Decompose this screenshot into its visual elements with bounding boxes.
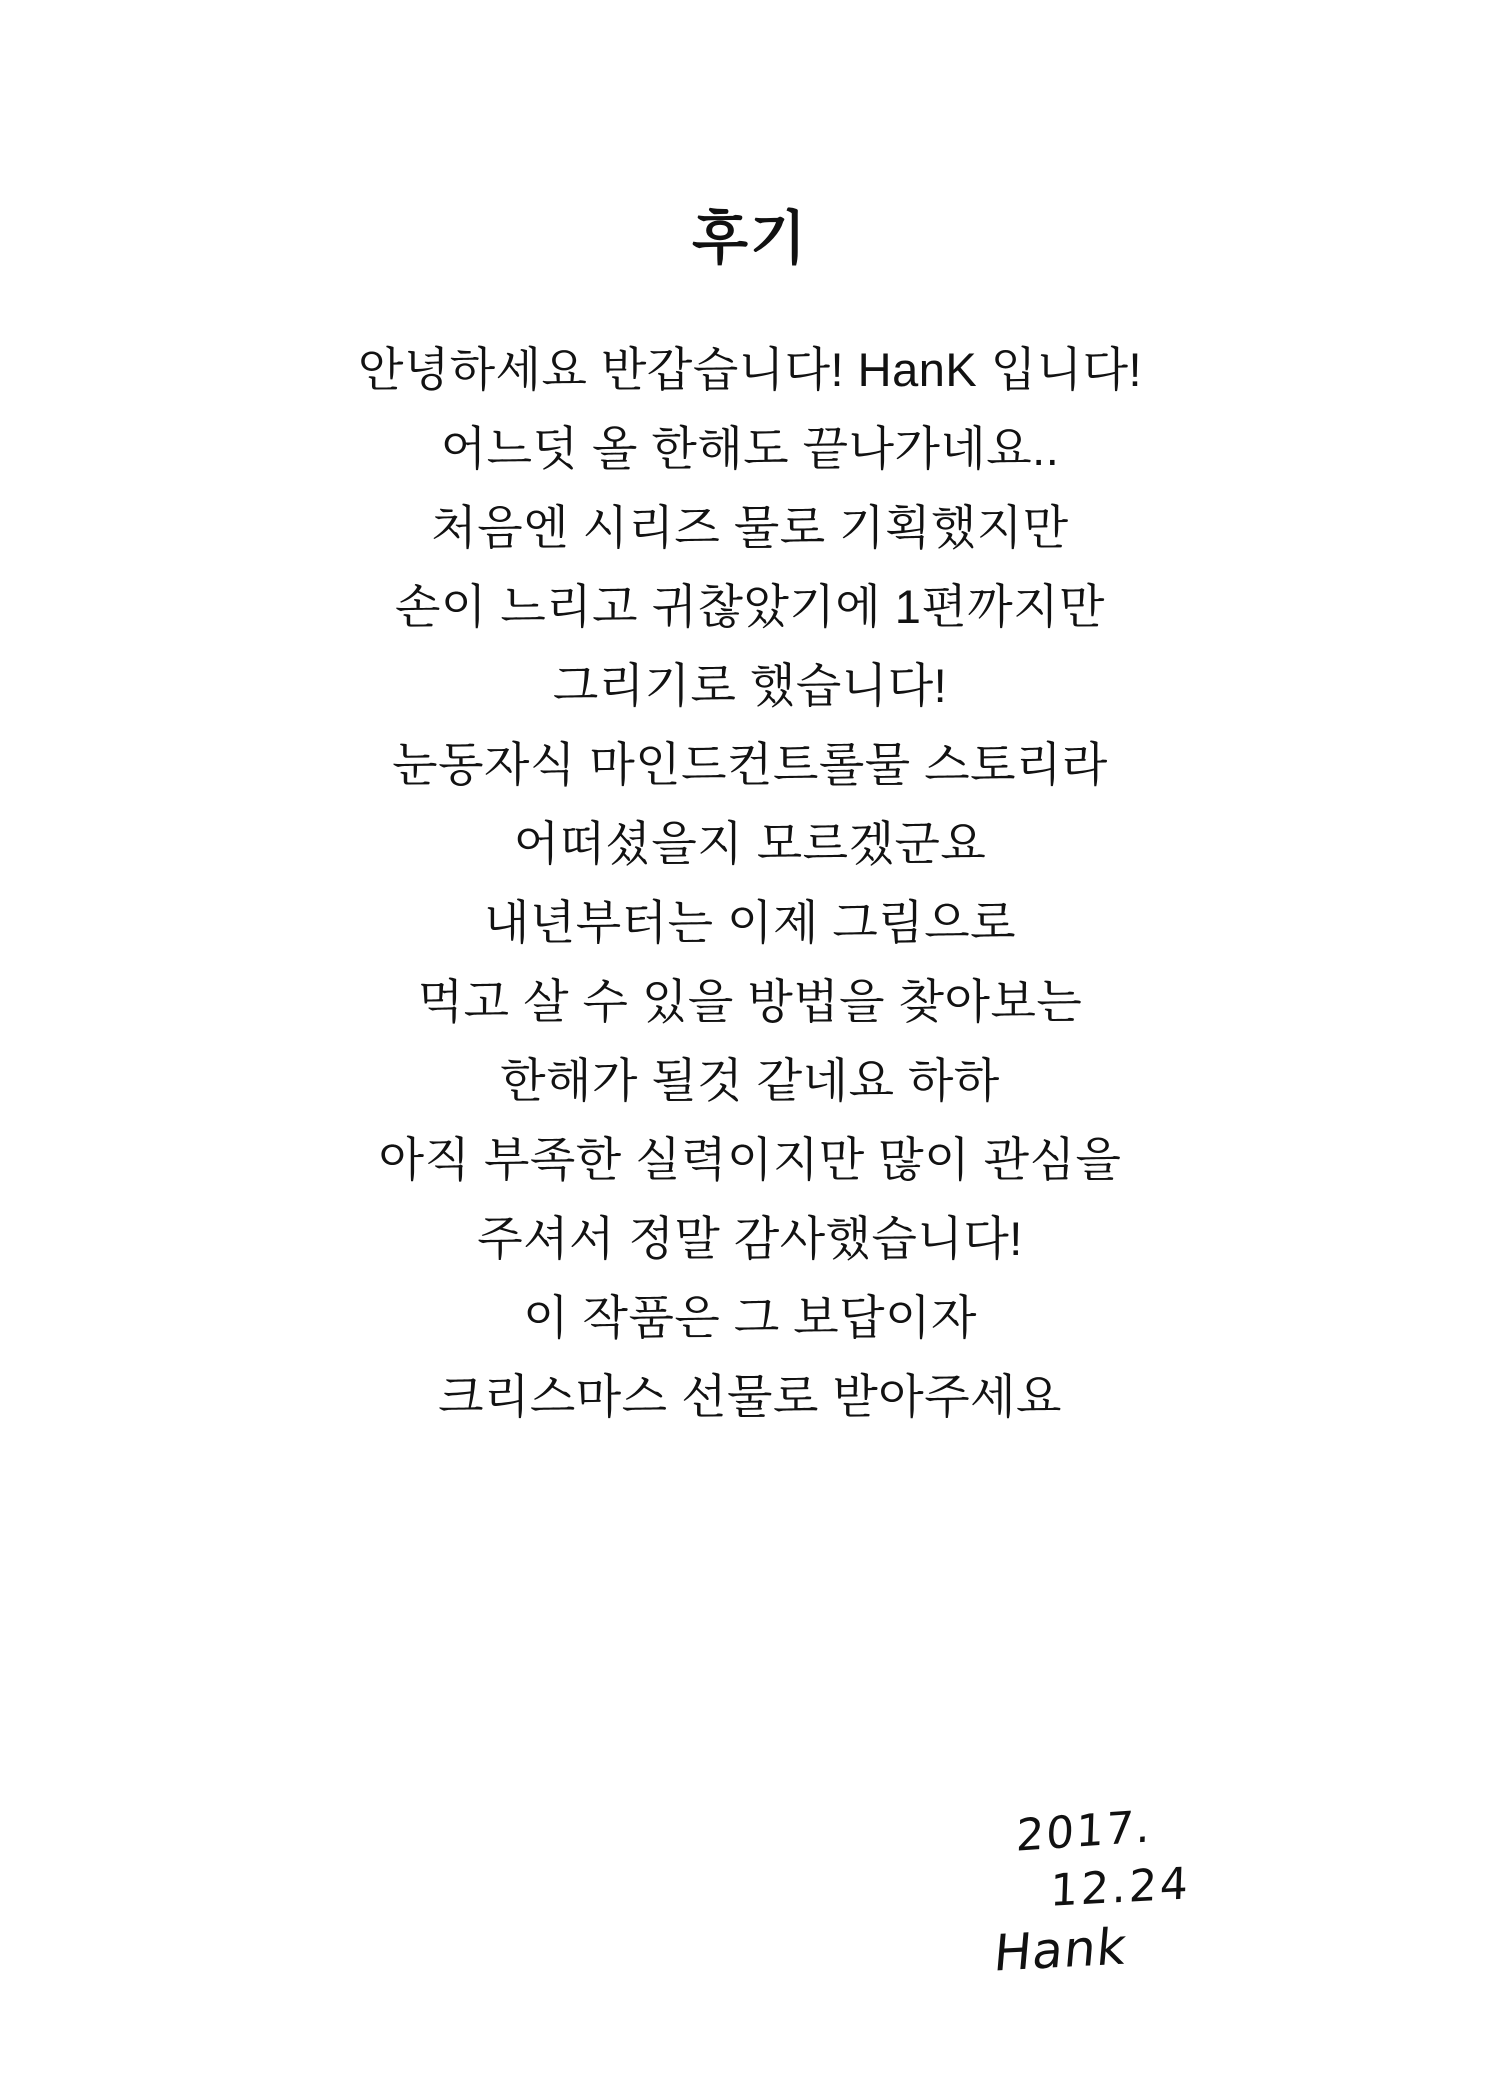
afterword-line: 어느덧 올 한해도 끝나가네요..	[440, 422, 1060, 475]
afterword-line: 이 작품은 그 보답이자	[523, 1291, 977, 1344]
signature-year: 2017.	[1015, 1801, 1153, 1862]
afterword-line: 아직 부족한 실력이지만 많이 관심을	[378, 1133, 1122, 1186]
signature	[964, 1726, 1304, 1983]
afterword-line: 주셔서 정말 감사했습니다!	[477, 1212, 1023, 1265]
afterword-line: 한해가 될것 같네요 하하	[500, 1054, 1000, 1107]
afterword-line: 먹고 살 수 있을 방법을 찾아보는	[417, 975, 1083, 1028]
afterword-line: 안녕하세요 반갑습니다! HanK 입니다!	[357, 343, 1143, 396]
afterword-line: 어떠셨을지 모르겠군요	[513, 817, 987, 870]
afterword-line: 눈동자식 마인드컨트롤물 스토리라	[392, 738, 1108, 791]
afterword-line: 내년부터는 이제 그림으로	[483, 896, 1017, 949]
afterword-line: 크리스마스 선물로 받아주세요	[438, 1370, 1062, 1423]
afterword-text-block	[180, 343, 1320, 1423]
afterword-line: 그리기로 했습니다!	[552, 659, 948, 712]
afterword-line: 처음엔 시리즈 물로 기획했지만	[431, 501, 1069, 554]
afterword-line: 손이 느리고 귀찮았기에 1편까지만	[395, 580, 1105, 633]
signature-date: 12.24	[1049, 1858, 1192, 1918]
page-title: 후기	[691, 206, 809, 271]
signature-name: Hank	[991, 1916, 1130, 1983]
